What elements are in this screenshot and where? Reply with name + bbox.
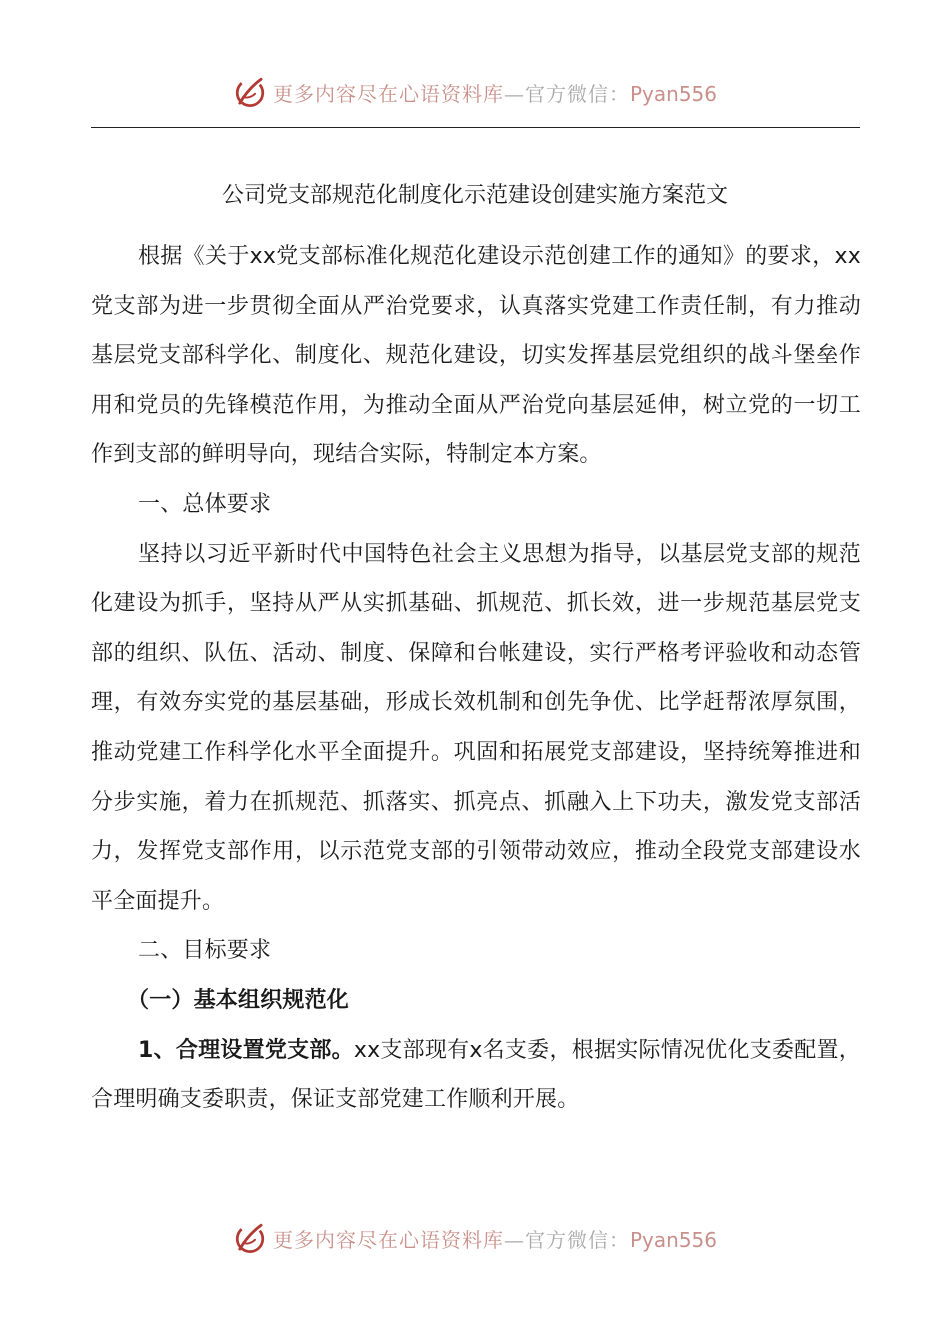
banner-wechat-label: 官方微信：	[524, 81, 630, 106]
subsection-heading-organization: （一）基本组织规范化	[127, 987, 350, 1013]
section-paragraph-general: 坚持以习近平新时代中国特色社会主义思想为指导，以基层党支部的规范化建设为抓手，坚持从严从实抓基础、抓规范、抓长效，进一步规范基层党支部的组织、队伍、活动、制度、保障和台帐建设，实行严格考评验收和动态管理，有效夯实党的基层基础，形成长效机制和创先争优、比学赶帮浓厚氛围，推动党建工作科学化水平全面提升。巩固和拓展党支部建设，坚持统筹推进和分步实施，着力在抓规范、抓落实、抓亮点、抓融入上下功夫，激发党支部活力，发挥党支部作用，以示范党支部的引领带动效应，推动全段党支部建设水平全面提升。	[91, 541, 861, 914]
brand-logo-icon	[233, 75, 267, 109]
item-text: xx支部现有x名支委，根据实际情况优化支委配置，合理明确支委职责，保证支部党建工作顺利开展。	[91, 1037, 861, 1113]
banner-text	[273, 1224, 717, 1253]
banner-text	[273, 78, 717, 107]
section-heading-goals: 二、目标要求	[138, 938, 272, 964]
item-lead: 1、合理设置党支部。	[138, 1037, 354, 1063]
header-banner	[0, 70, 950, 114]
brand-logo-icon	[233, 1221, 267, 1255]
document-body	[91, 232, 861, 1125]
banner-contact: Pyan556	[629, 81, 717, 106]
document-title: 公司党支部规范化制度化示范建设创建实施方案范文	[221, 183, 728, 208]
section-heading-general: 一、总体要求	[138, 491, 272, 517]
banner-brand: 更多内容尽在心语资料库	[272, 81, 504, 106]
banner-separator: —	[503, 1227, 525, 1252]
banner-brand: 更多内容尽在心语资料库	[272, 1227, 504, 1252]
banner-separator: —	[503, 81, 525, 106]
header-divider	[91, 127, 860, 128]
intro-paragraph: 根据《关于xx党支部标准化规范化建设示范创建工作的通知》的要求，xx党支部为进一步贯彻全面从严治党要求，认真落实党建工作责任制，有力推动基层党支部科学化、制度化、规范化建设，切实发挥基层党组织的战斗堡垒作用和党员的先锋模范作用，为推动全面从严治党向基层延伸，树立党的一切工作到支部的鲜明导向，现结合实际，特制定本方案。	[91, 244, 861, 468]
item-paragraph-1	[91, 1026, 861, 1125]
banner-contact: Pyan556	[629, 1227, 717, 1252]
footer-banner	[0, 1216, 950, 1260]
banner-wechat-label: 官方微信：	[524, 1227, 630, 1252]
